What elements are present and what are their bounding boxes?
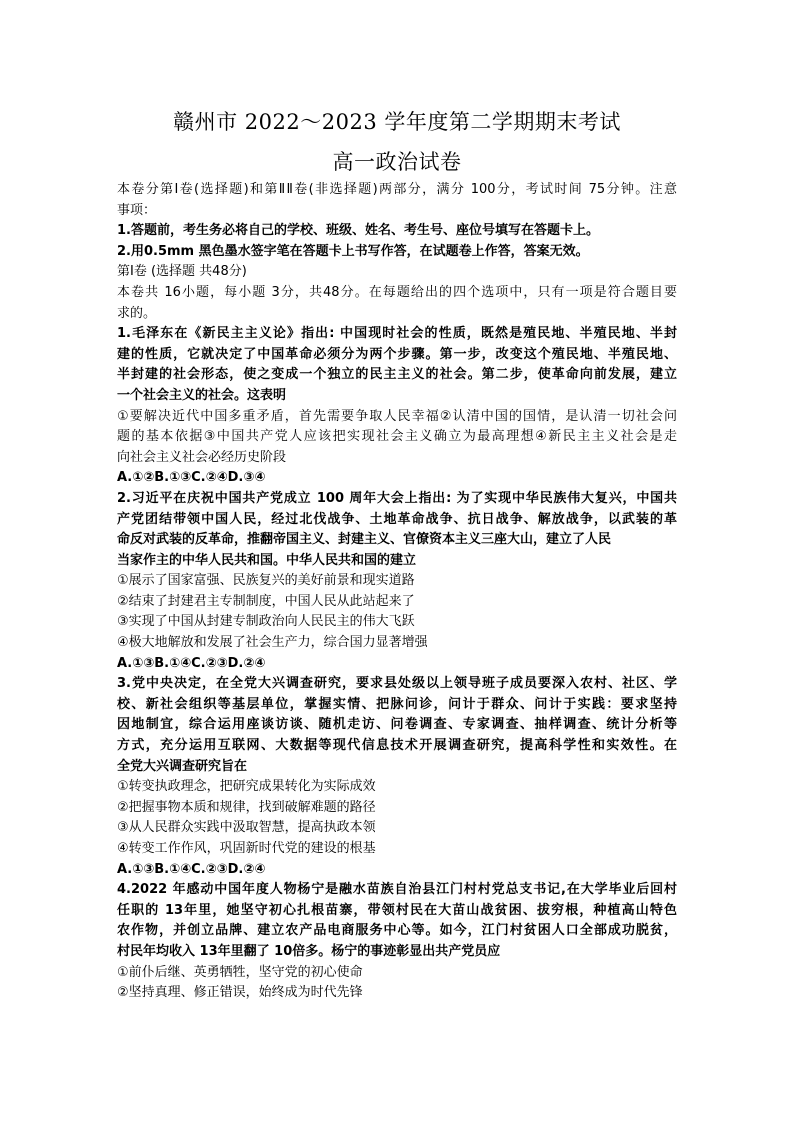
question-1 bbox=[117, 324, 677, 489]
question-stem-line: 3.党中央决定，在全党大兴调查研究，要求县处级以上领导班子成员要深入农村、社区、学 bbox=[117, 676, 677, 692]
question-stem-line: 村民年均收入 13年里翻了 10倍多。杨宁的事迹彰显出共产党员应 bbox=[117, 943, 501, 959]
question-answers: A.①③B.①④C.②③D.②④ bbox=[117, 655, 266, 671]
question-stem-line: 半封建的社会形态，使之变成一个独立的民主主义的社会。第二步，使革命向前发展，建立 bbox=[117, 367, 677, 383]
question-option-line: ①要解决近代中国多重矛盾，首先需要争取人民幸福②认清中国的国情，是认清一切社会问 bbox=[117, 408, 677, 424]
question-stem-line: 命反对武装的反革命，推翻帝国主义、封建主义、官僚资本主义三座大山，建立了人民 bbox=[117, 532, 612, 548]
question-option-line: ①前仆后继、英勇牺牲，坚守党的初心使命 bbox=[117, 964, 363, 980]
question-stem-line: 校、新社会组织等基层单位，掌握实情、把脉问诊，问计于群众、问计于实践：要求坚持 bbox=[117, 696, 677, 712]
question-stem-line: 因地制宜，综合运用座谈访谈、随机走访、问卷调查、专家调查、抽样调查、统计分析等 bbox=[117, 717, 677, 733]
section-desc-line: 本卷共 16小题，每小题 3分，共48分。在每题给出的四个选项中，只有一项是符合题目要 bbox=[117, 284, 677, 300]
question-option-line: ②坚持真理、修正错误，始终成为时代先锋 bbox=[117, 985, 363, 1001]
question-stem-line: 1.毛泽东在《新民主主义论》指出: 中国现时社会的性质，既然是殖民地、半殖民地、半封 bbox=[117, 326, 677, 342]
question-answers: A.①③B.①④C.②③D.②④ bbox=[117, 861, 266, 877]
section-heading: 第Ⅰ卷 (选择题 共48分) bbox=[117, 264, 247, 280]
intro-line: 本卷分第Ⅰ卷(选择题)和第ⅡⅡ卷(非选择题)两部分，满分 100分，考试时间 75分钟。注意 bbox=[117, 182, 677, 197]
question-stem-line: 2.习近平在庆祝中国共产党成立 100 周年大会上指出: 为了实现中华民族伟大复兴，中国共 bbox=[117, 490, 677, 506]
question-stem-line: 一个社会主义的社会。这表明 bbox=[117, 387, 287, 403]
question-option-line: ④极大地解放和发展了社会生产力，综合国力显著增强 bbox=[117, 635, 428, 651]
exam-title: 赣州市 2022～2023 学年度第二学期期末考试 bbox=[173, 110, 621, 134]
note-line: 1.答题前，考生务必将自己的学校、班级、姓名、考生号、座位号填写在答题卡上。 bbox=[117, 223, 599, 239]
question-2 bbox=[117, 489, 677, 674]
question-stem-line: 方式，充分运用互联网、大数据等现代信息技术开展调查研究，提高科学性和实效性。在 bbox=[117, 738, 677, 754]
note-line: 2.用0.5mm 黑色墨水签字笔在答题卡上书写作答，在试题卷上作答，答案无效。 bbox=[117, 243, 589, 259]
question-option-line: ①转变执政理念，把研究成果转化为实际成效 bbox=[117, 779, 376, 795]
question-4 bbox=[117, 880, 677, 1004]
question-stem-line: 全党大兴调查研究旨在 bbox=[117, 758, 248, 774]
question-option-line: ③从人民群众实践中汲取智慧，提高执政本领 bbox=[117, 820, 376, 836]
question-stem-line: 当家作主的中华人民共和国。中华人民共和国的建立 bbox=[117, 552, 417, 568]
question-option-line: ②把握事物本质和规律，找到破解难题的路径 bbox=[117, 799, 376, 815]
intro-line: 事项： bbox=[117, 202, 157, 218]
section-desc-line: 求的。 bbox=[117, 305, 157, 321]
exam-content bbox=[117, 180, 677, 1004]
question-stem-line: 4.2022 年感动中国年度人物杨宁是融水苗族自治县江门村村党总支书记,在大学毕业后回村 bbox=[117, 882, 677, 898]
question-stem-line: 农作物，并创立品牌、建立农产品电商服务中心等。如今，江门村贫困人口全部成功脱贫， bbox=[117, 923, 677, 939]
question-stem-line: 建的性质，它就决定了中国革命必须分为两个步骤。第一步，改变这个殖民地、半殖民地、 bbox=[117, 346, 677, 362]
question-answers: A.①②B.①③C.②④D.③④ bbox=[117, 470, 266, 486]
question-stem-line: 产党团结带领中国人民，经过北伐战争、土地革命战争、抗日战争、解放战争，以武装的革 bbox=[117, 511, 677, 527]
exam-subtitle: 高一政治试卷 bbox=[332, 150, 462, 174]
question-option-line: 题的基本依据③中国共产党人应该把实现社会主义确立为最高理想④新民主主义社会是走 bbox=[117, 429, 677, 445]
question-stem-line: 任职的 13年里，她坚守初心扎根苗寨，带领村民在大苗山战贫困、拔穷根，种植高山特色 bbox=[117, 902, 677, 918]
question-option-line: ④转变工作作风，巩固新时代党的建设的根基 bbox=[117, 841, 376, 856]
question-option-line: ③实现了中国从封建专制政治向人民民主的伟大飞跃 bbox=[117, 614, 415, 630]
question-3 bbox=[117, 674, 677, 880]
question-option-line: ①展示了国家富强、民族复兴的美好前景和现实道路 bbox=[117, 573, 415, 589]
question-option-line: 向社会主义社会必经历史阶段 bbox=[117, 449, 287, 465]
question-option-line: ②结束了封建君主专制制度，中国人民从此站起来了 bbox=[117, 593, 415, 609]
